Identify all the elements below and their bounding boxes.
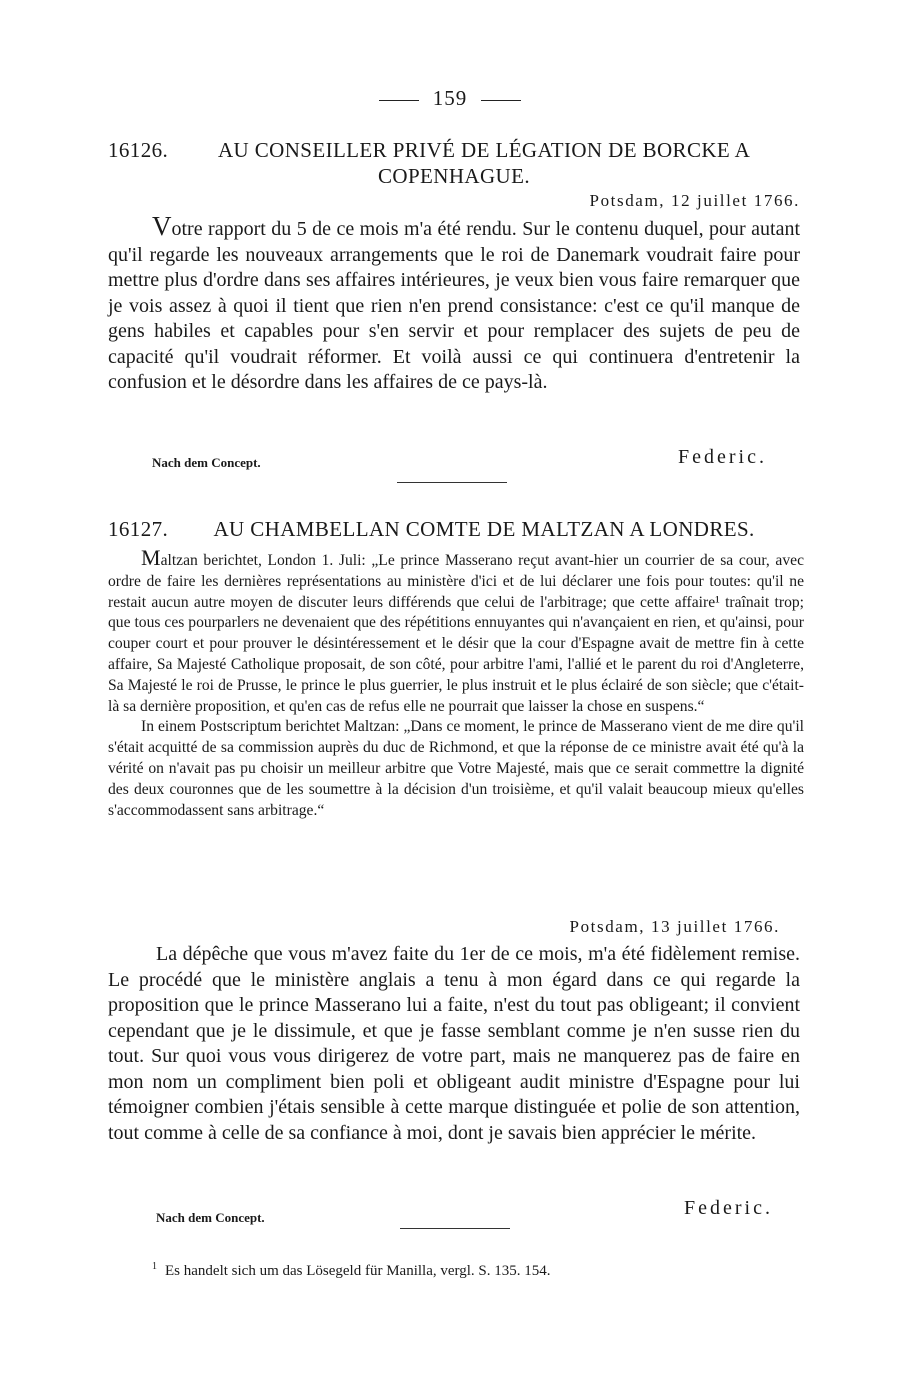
summary-paragraph: Maltzan berichtet, London 1. Juli: „Le prince Masserano reçut avant-hier un courrier de sa cour, avec ordre de faire les dernières représentations au ministère d'ici et de lui déclarer une fois pour toutes: qu'il ne restait aucun autre moyen de discuter leurs différends que celui de l'arbitrage; que cette affaire¹ traînait trop; que tous ces pourparlers ne devenaient que des répétitions ennuyantes qui n'avançaient en rien, et qu'ainsi, pour couper court et pour prouver le désintéressement et le désir que la cour d'Espagne avait de mettre fin à cette affaire, Sa Majesté Catholique proposait, de son côté, pour arbitre l'ami, l'allié et le parent du roi d'Angleterre, Sa Majesté le roi de Prusse, le prince le plus guerrier, le plus instruit et le plus éclairé de son siècle; que c'était-là sa dernière proposition, et qu'en cas de refus elle ne pourrait que laisser la chose en suspens.“ bbox=[108, 545, 804, 715]
footnote bbox=[152, 1261, 551, 1280]
signature: Federic. bbox=[678, 446, 767, 468]
letter-number: 16127. bbox=[108, 517, 169, 541]
source-note: Nach dem Concept. bbox=[156, 1210, 265, 1225]
footnote-marker: 1 bbox=[152, 1261, 157, 1272]
dateline: Potsdam, 12 juillet 1766. bbox=[589, 191, 800, 210]
letter-body: La dépêche que vous m'avez faite du 1er de ce mois, m'a été fidèlement remise. Le procédé que le ministère anglais a tenu à mon égard dans ce qui regarde la proposition que le prince Masserano lui a faite, n'est du tout pas obligeant; il convient cependant que je le dissimule, et que je fasse semblant comme je n'en susse rien du tout. Sur quoi vous vous dirigerez de votre part, mais ne manquerez pas de faire en mon nom un compliment bien poli et obligeant audit ministre d'Espagne pour lui témoigner combien j'étais sensible à cette marque distinguée et polie de son attention, tout comme à celle de sa confiance à moi, dont je savais bien apprécier le mérite. bbox=[108, 943, 800, 1144]
footnote-text: Es handelt sich um das Lösegeld für Manilla, vergl. S. 135. 154. bbox=[165, 1263, 551, 1279]
page-number-rule-right bbox=[481, 100, 521, 101]
source-note: Nach dem Concept. bbox=[152, 455, 261, 470]
letter-number: 16126. bbox=[108, 138, 169, 162]
letter-title: AU CHAMBELLAN COMTE DE MALTZAN A LONDRES. bbox=[213, 517, 755, 541]
section-divider bbox=[400, 1228, 510, 1229]
dateline: Potsdam, 13 juillet 1766. bbox=[569, 917, 780, 936]
summary-paragraph: In einem Postscriptum berichtet Maltzan: „Dans ce moment, le prince de Masserano vient de me dire qu'il s'était acquitté de sa commission auprès du duc de Richmond, et que la réponse de ce ministre avait été qu'à la vérité on n'avait pas pu choisir un meilleur arbitre que Votre Majesté, mais que ce serait commettre la dignité des deux couronnes que de les soumettre à la décision d'un troisième, et qu'il valait beaucoup mieux qu'elles s'accommodassent sans arbitrage.“ bbox=[108, 718, 804, 819]
letter-title: AU CONSEILLER PRIVÉ DE LÉGATION DE BORCKE A COPENHAGUE. bbox=[217, 138, 751, 188]
letter-body-text: otre rapport du 5 de ce mois m'a été rendu. Sur le contenu duquel, pour autant qu'il regarde les nouveaux arrangements que le roi de Danemark voudrait faire pour mettre plus d'ordre dans ses affaires intérieures, je veux bien vous faire remarquer que je vois assez à quoi il tient que rien n'en prend consistance: c'est ce qu'il manque de gens habiles et capables pour s'en servir et pour remplacer des sujets de peu de capacité qu'il voudrait réformer. Et voilà aussi ce qui continuera d'entretenir la confusion et le désordre dans les affaires de ce pays-là. bbox=[108, 218, 800, 393]
letter-body bbox=[108, 211, 800, 396]
page-number-rule-left bbox=[379, 100, 419, 101]
initial-letter: M bbox=[141, 545, 161, 570]
initial-letter: V bbox=[152, 211, 172, 241]
section-divider bbox=[397, 482, 507, 483]
letter-heading-16126 bbox=[108, 137, 800, 189]
signature: Federic. bbox=[684, 1197, 773, 1219]
letter-heading-16127 bbox=[108, 516, 800, 542]
page-number: 159 bbox=[0, 86, 900, 111]
report-summary bbox=[108, 545, 804, 821]
